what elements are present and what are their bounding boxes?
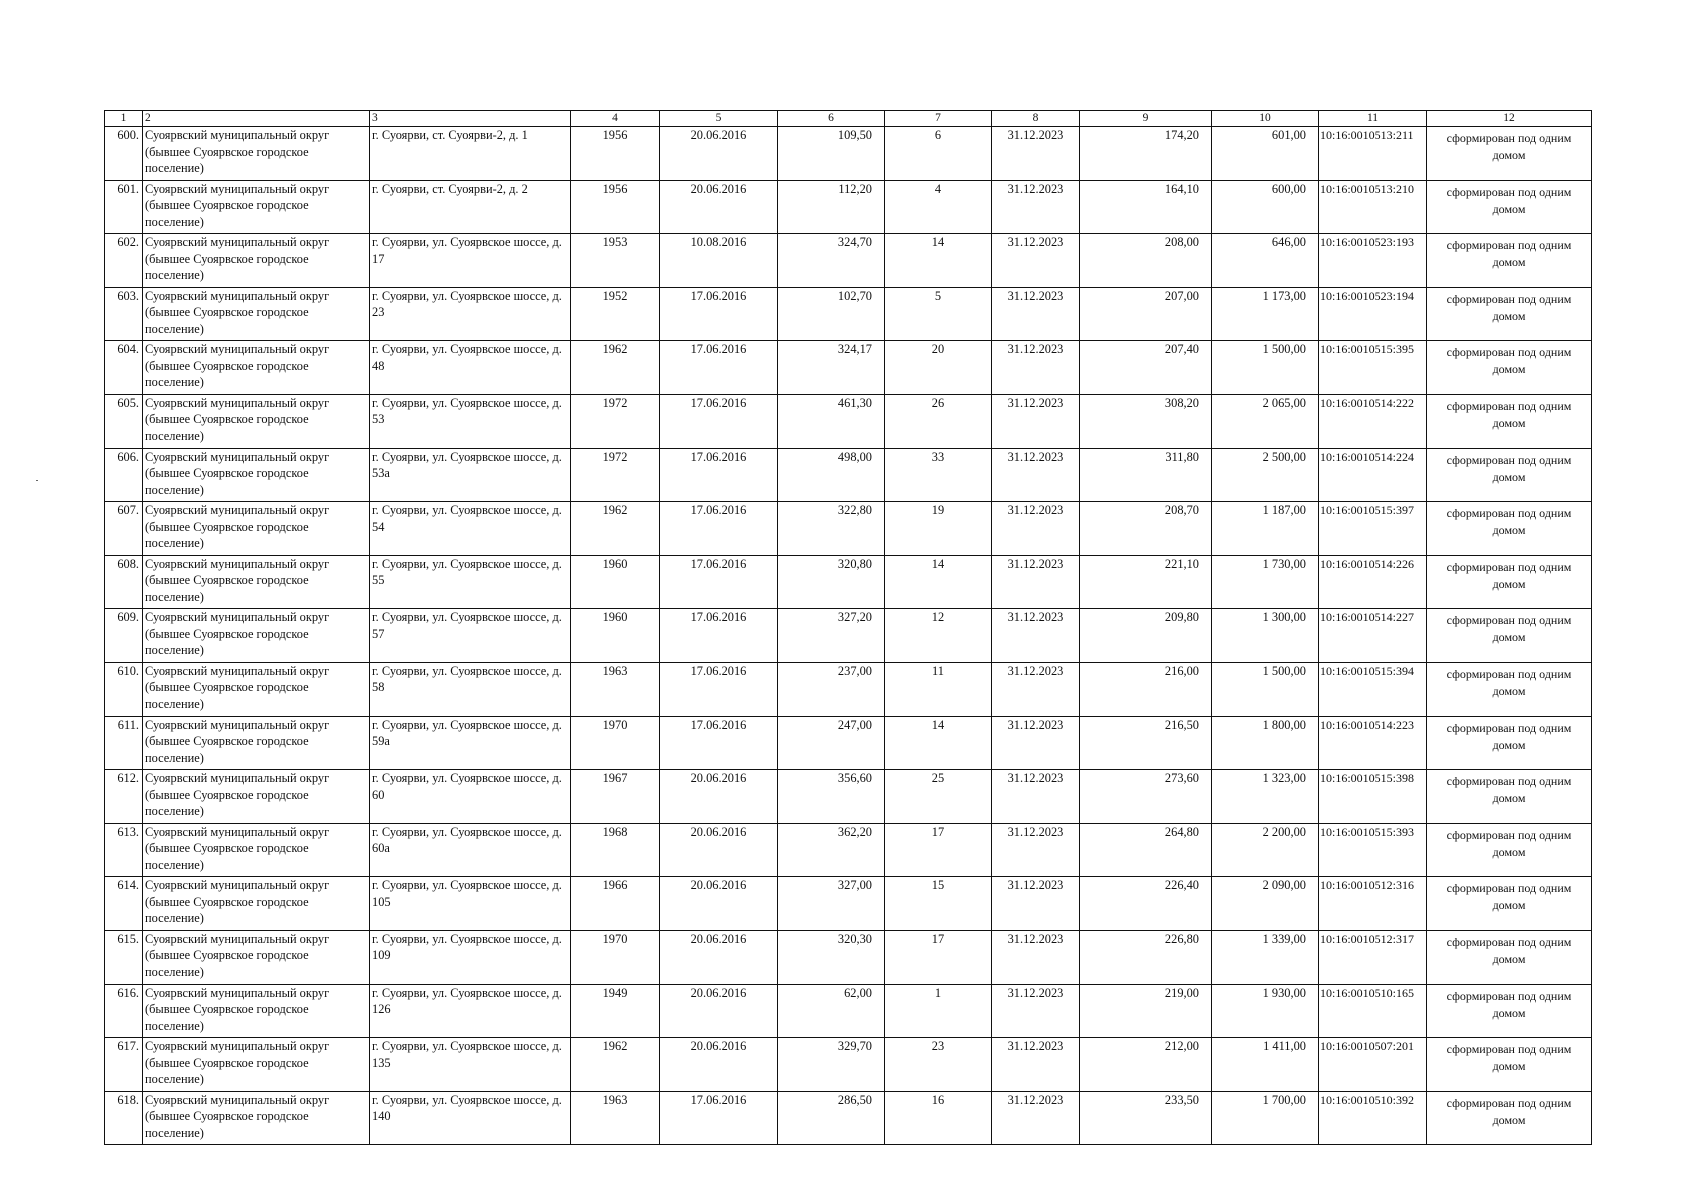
municipality-cell: Суоярвский муниципальный округ (бывшее Суоярвское городское поселение) — [143, 930, 370, 984]
build-year-cell: 1962 — [571, 341, 660, 395]
table-row — [105, 877, 1592, 931]
cadastral-number-cell: 10:16:0010510:165 — [1319, 984, 1427, 1038]
address-cell: г. Суоярви, ул. Суоярвское шоссе, д. 60 — [370, 770, 571, 824]
table-row — [105, 341, 1592, 395]
deadline-cell: 31.12.2023 — [992, 609, 1080, 663]
count-cell: 17 — [885, 823, 992, 877]
status-cell: сформирован под одним домом — [1427, 984, 1592, 1038]
area-cell: 322,80 — [778, 502, 885, 556]
status-cell: сформирован под одним домом — [1427, 1091, 1592, 1145]
count-cell: 4 — [885, 180, 992, 234]
build-year-cell: 1962 — [571, 1038, 660, 1092]
build-year-cell: 1963 — [571, 1091, 660, 1145]
build-year-cell: 1960 — [571, 555, 660, 609]
cadastral-number-cell: 10:16:0010515:398 — [1319, 770, 1427, 824]
housing-register-table — [104, 110, 1592, 1145]
area-cell: 324,17 — [778, 341, 885, 395]
amount-cell: 2 065,00 — [1212, 394, 1319, 448]
status-cell: сформирован под одним домом — [1427, 930, 1592, 984]
row-number-cell: 606. — [105, 448, 143, 502]
date-cell: 17.06.2016 — [660, 341, 778, 395]
build-year-cell: 1972 — [571, 448, 660, 502]
build-year-cell: 1949 — [571, 984, 660, 1038]
deadline-cell: 31.12.2023 — [992, 394, 1080, 448]
status-cell: сформирован под одним домом — [1427, 555, 1592, 609]
date-cell: 17.06.2016 — [660, 609, 778, 663]
build-year-cell: 1967 — [571, 770, 660, 824]
area-cell: 320,30 — [778, 930, 885, 984]
address-cell: г. Суоярви, ул. Суоярвское шоссе, д. 60а — [370, 823, 571, 877]
date-cell: 20.06.2016 — [660, 180, 778, 234]
cadastral-number-cell: 10:16:0010514:226 — [1319, 555, 1427, 609]
area-cell: 327,00 — [778, 877, 885, 931]
table-row — [105, 287, 1592, 341]
municipality-cell: Суоярвский муниципальный округ (бывшее Суоярвское городское поселение) — [143, 234, 370, 288]
municipality-cell: Суоярвский муниципальный округ (бывшее Суоярвское городское поселение) — [143, 1038, 370, 1092]
column-number-6: 6 — [778, 111, 885, 127]
build-year-cell: 1956 — [571, 127, 660, 181]
municipality-cell: Суоярвский муниципальный округ (бывшее Суоярвское городское поселение) — [143, 609, 370, 663]
row-number-cell: 601. — [105, 180, 143, 234]
count-cell: 17 — [885, 930, 992, 984]
deadline-cell: 31.12.2023 — [992, 180, 1080, 234]
count-cell: 14 — [885, 555, 992, 609]
row-number-cell: 603. — [105, 287, 143, 341]
count-cell: 20 — [885, 341, 992, 395]
column-number-5: 5 — [660, 111, 778, 127]
cadastral-number-cell: 10:16:0010514:223 — [1319, 716, 1427, 770]
column-number-2: 2 — [143, 111, 370, 127]
cadastral-number-cell: 10:16:0010514:224 — [1319, 448, 1427, 502]
count-cell: 14 — [885, 716, 992, 770]
deadline-cell: 31.12.2023 — [992, 662, 1080, 716]
area-cell: 324,70 — [778, 234, 885, 288]
build-year-cell: 1956 — [571, 180, 660, 234]
status-cell: сформирован под одним домом — [1427, 770, 1592, 824]
amount-cell: 1 300,00 — [1212, 609, 1319, 663]
table-row — [105, 555, 1592, 609]
table-row — [105, 127, 1592, 181]
table-row — [105, 984, 1592, 1038]
build-year-cell: 1972 — [571, 394, 660, 448]
status-cell: сформирован под одним домом — [1427, 502, 1592, 556]
municipality-cell: Суоярвский муниципальный округ (бывшее Суоярвское городское поселение) — [143, 180, 370, 234]
address-cell: г. Суоярви, ул. Суоярвское шоссе, д. 109 — [370, 930, 571, 984]
address-cell: г. Суоярви, ул. Суоярвское шоссе, д. 23 — [370, 287, 571, 341]
area-cell: 461,30 — [778, 394, 885, 448]
build-year-cell: 1960 — [571, 609, 660, 663]
area-cell: 286,50 — [778, 1091, 885, 1145]
value-cell: 308,20 — [1080, 394, 1212, 448]
address-cell: г. Суоярви, ул. Суоярвское шоссе, д. 59а — [370, 716, 571, 770]
table-row — [105, 1038, 1592, 1092]
area-cell: 327,20 — [778, 609, 885, 663]
row-number-cell: 600. — [105, 127, 143, 181]
area-cell: 237,00 — [778, 662, 885, 716]
deadline-cell: 31.12.2023 — [992, 770, 1080, 824]
cadastral-number-cell: 10:16:0010512:316 — [1319, 877, 1427, 931]
cadastral-number-cell: 10:16:0010514:227 — [1319, 609, 1427, 663]
value-cell: 216,00 — [1080, 662, 1212, 716]
area-cell: 356,60 — [778, 770, 885, 824]
municipality-cell: Суоярвский муниципальный округ (бывшее Суоярвское городское поселение) — [143, 394, 370, 448]
deadline-cell: 31.12.2023 — [992, 127, 1080, 181]
value-cell: 208,70 — [1080, 502, 1212, 556]
date-cell: 17.06.2016 — [660, 555, 778, 609]
count-cell: 6 — [885, 127, 992, 181]
table-row — [105, 180, 1592, 234]
address-cell: г. Суоярви, ул. Суоярвское шоссе, д. 105 — [370, 877, 571, 931]
address-cell: г. Суоярви, ст. Суоярви-2, д. 2 — [370, 180, 571, 234]
table-row — [105, 823, 1592, 877]
value-cell: 216,50 — [1080, 716, 1212, 770]
cadastral-number-cell: 10:16:0010515:394 — [1319, 662, 1427, 716]
date-cell: 17.06.2016 — [660, 448, 778, 502]
amount-cell: 646,00 — [1212, 234, 1319, 288]
row-number-cell: 614. — [105, 877, 143, 931]
municipality-cell: Суоярвский муниципальный округ (бывшее Суоярвское городское поселение) — [143, 984, 370, 1038]
value-cell: 219,00 — [1080, 984, 1212, 1038]
date-cell: 20.06.2016 — [660, 877, 778, 931]
municipality-cell: Суоярвский муниципальный округ (бывшее Суоярвское городское поселение) — [143, 341, 370, 395]
address-cell: г. Суоярви, ул. Суоярвское шоссе, д. 54 — [370, 502, 571, 556]
row-number-cell: 609. — [105, 609, 143, 663]
municipality-cell: Суоярвский муниципальный округ (бывшее Суоярвское городское поселение) — [143, 448, 370, 502]
deadline-cell: 31.12.2023 — [992, 448, 1080, 502]
value-cell: 264,80 — [1080, 823, 1212, 877]
amount-cell: 1 930,00 — [1212, 984, 1319, 1038]
row-number-cell: 617. — [105, 1038, 143, 1092]
status-cell: сформирован под одним домом — [1427, 341, 1592, 395]
count-cell: 33 — [885, 448, 992, 502]
row-number-cell: 612. — [105, 770, 143, 824]
cadastral-number-cell: 10:16:0010513:210 — [1319, 180, 1427, 234]
municipality-cell: Суоярвский муниципальный округ (бывшее Суоярвское городское поселение) — [143, 1091, 370, 1145]
build-year-cell: 1963 — [571, 662, 660, 716]
amount-cell: 1 173,00 — [1212, 287, 1319, 341]
table-row — [105, 1091, 1592, 1145]
amount-cell: 1 323,00 — [1212, 770, 1319, 824]
count-cell: 5 — [885, 287, 992, 341]
value-cell: 226,80 — [1080, 930, 1212, 984]
deadline-cell: 31.12.2023 — [992, 502, 1080, 556]
table-body — [105, 111, 1592, 1145]
address-cell: г. Суоярви, ул. Суоярвское шоссе, д. 55 — [370, 555, 571, 609]
amount-cell: 2 500,00 — [1212, 448, 1319, 502]
amount-cell: 2 200,00 — [1212, 823, 1319, 877]
deadline-cell: 31.12.2023 — [992, 877, 1080, 931]
value-cell: 233,50 — [1080, 1091, 1212, 1145]
build-year-cell: 1962 — [571, 502, 660, 556]
date-cell: 17.06.2016 — [660, 287, 778, 341]
date-cell: 20.06.2016 — [660, 127, 778, 181]
area-cell: 329,70 — [778, 1038, 885, 1092]
scan-speck — [36, 480, 38, 481]
column-number-1: 1 — [105, 111, 143, 127]
row-number-cell: 607. — [105, 502, 143, 556]
count-cell: 23 — [885, 1038, 992, 1092]
municipality-cell: Суоярвский муниципальный округ (бывшее Суоярвское городское поселение) — [143, 502, 370, 556]
table-row — [105, 234, 1592, 288]
cadastral-number-cell: 10:16:0010523:194 — [1319, 287, 1427, 341]
cadastral-number-cell: 10:16:0010523:193 — [1319, 234, 1427, 288]
municipality-cell: Суоярвский муниципальный округ (бывшее Суоярвское городское поселение) — [143, 770, 370, 824]
cadastral-number-cell: 10:16:0010515:397 — [1319, 502, 1427, 556]
value-cell: 226,40 — [1080, 877, 1212, 931]
status-cell: сформирован под одним домом — [1427, 448, 1592, 502]
deadline-cell: 31.12.2023 — [992, 930, 1080, 984]
deadline-cell: 31.12.2023 — [992, 984, 1080, 1038]
cadastral-number-cell: 10:16:0010513:211 — [1319, 127, 1427, 181]
column-number-10: 10 — [1212, 111, 1319, 127]
count-cell: 1 — [885, 984, 992, 1038]
count-cell: 12 — [885, 609, 992, 663]
deadline-cell: 31.12.2023 — [992, 1038, 1080, 1092]
cadastral-number-cell: 10:16:0010514:222 — [1319, 394, 1427, 448]
area-cell: 62,00 — [778, 984, 885, 1038]
cadastral-number-cell: 10:16:0010510:392 — [1319, 1091, 1427, 1145]
value-cell: 221,10 — [1080, 555, 1212, 609]
build-year-cell: 1966 — [571, 877, 660, 931]
date-cell: 17.06.2016 — [660, 502, 778, 556]
area-cell: 109,50 — [778, 127, 885, 181]
amount-cell: 1 500,00 — [1212, 662, 1319, 716]
deadline-cell: 31.12.2023 — [992, 234, 1080, 288]
status-cell: сформирован под одним домом — [1427, 287, 1592, 341]
status-cell: сформирован под одним домом — [1427, 823, 1592, 877]
address-cell: г. Суоярви, ул. Суоярвское шоссе, д. 17 — [370, 234, 571, 288]
address-cell: г. Суоярви, ул. Суоярвское шоссе, д. 135 — [370, 1038, 571, 1092]
column-number-11: 11 — [1319, 111, 1427, 127]
count-cell: 15 — [885, 877, 992, 931]
address-cell: г. Суоярви, ул. Суоярвское шоссе, д. 57 — [370, 609, 571, 663]
row-number-cell: 611. — [105, 716, 143, 770]
value-cell: 209,80 — [1080, 609, 1212, 663]
count-cell: 25 — [885, 770, 992, 824]
deadline-cell: 31.12.2023 — [992, 716, 1080, 770]
table-row — [105, 394, 1592, 448]
cadastral-number-cell: 10:16:0010515:395 — [1319, 341, 1427, 395]
count-cell: 26 — [885, 394, 992, 448]
column-number-9: 9 — [1080, 111, 1212, 127]
table-row — [105, 448, 1592, 502]
area-cell: 247,00 — [778, 716, 885, 770]
municipality-cell: Суоярвский муниципальный округ (бывшее Суоярвское городское поселение) — [143, 877, 370, 931]
status-cell: сформирован под одним домом — [1427, 716, 1592, 770]
table-row — [105, 770, 1592, 824]
value-cell: 311,80 — [1080, 448, 1212, 502]
deadline-cell: 31.12.2023 — [992, 287, 1080, 341]
count-cell: 19 — [885, 502, 992, 556]
row-number-cell: 608. — [105, 555, 143, 609]
value-cell: 212,00 — [1080, 1038, 1212, 1092]
column-number-12: 12 — [1427, 111, 1592, 127]
status-cell: сформирован под одним домом — [1427, 180, 1592, 234]
amount-cell: 601,00 — [1212, 127, 1319, 181]
amount-cell: 2 090,00 — [1212, 877, 1319, 931]
date-cell: 17.06.2016 — [660, 394, 778, 448]
column-number-8: 8 — [992, 111, 1080, 127]
amount-cell: 1 700,00 — [1212, 1091, 1319, 1145]
area-cell: 112,20 — [778, 180, 885, 234]
table-row — [105, 930, 1592, 984]
date-cell: 10.08.2016 — [660, 234, 778, 288]
municipality-cell: Суоярвский муниципальный округ (бывшее Суоярвское городское поселение) — [143, 127, 370, 181]
row-number-cell: 616. — [105, 984, 143, 1038]
amount-cell: 1 339,00 — [1212, 930, 1319, 984]
deadline-cell: 31.12.2023 — [992, 555, 1080, 609]
date-cell: 20.06.2016 — [660, 770, 778, 824]
date-cell: 17.06.2016 — [660, 662, 778, 716]
table-row — [105, 662, 1592, 716]
amount-cell: 600,00 — [1212, 180, 1319, 234]
row-number-cell: 613. — [105, 823, 143, 877]
area-cell: 498,00 — [778, 448, 885, 502]
area-cell: 102,70 — [778, 287, 885, 341]
address-cell: г. Суоярви, ул. Суоярвское шоссе, д. 126 — [370, 984, 571, 1038]
amount-cell: 1 730,00 — [1212, 555, 1319, 609]
date-cell: 20.06.2016 — [660, 984, 778, 1038]
amount-cell: 1 187,00 — [1212, 502, 1319, 556]
municipality-cell: Суоярвский муниципальный округ (бывшее Суоярвское городское поселение) — [143, 662, 370, 716]
build-year-cell: 1970 — [571, 930, 660, 984]
area-cell: 362,20 — [778, 823, 885, 877]
table-row — [105, 502, 1592, 556]
status-cell: сформирован под одним домом — [1427, 127, 1592, 181]
row-number-cell: 610. — [105, 662, 143, 716]
address-cell: г. Суоярви, ул. Суоярвское шоссе, д. 58 — [370, 662, 571, 716]
date-cell: 17.06.2016 — [660, 1091, 778, 1145]
area-cell: 320,80 — [778, 555, 885, 609]
count-cell: 11 — [885, 662, 992, 716]
status-cell: сформирован под одним домом — [1427, 394, 1592, 448]
count-cell: 16 — [885, 1091, 992, 1145]
municipality-cell: Суоярвский муниципальный округ (бывшее Суоярвское городское поселение) — [143, 823, 370, 877]
status-cell: сформирован под одним домом — [1427, 609, 1592, 663]
date-cell: 20.06.2016 — [660, 930, 778, 984]
status-cell: сформирован под одним домом — [1427, 877, 1592, 931]
deadline-cell: 31.12.2023 — [992, 823, 1080, 877]
column-number-3: 3 — [370, 111, 571, 127]
value-cell: 207,00 — [1080, 287, 1212, 341]
count-cell: 14 — [885, 234, 992, 288]
amount-cell: 1 411,00 — [1212, 1038, 1319, 1092]
row-number-cell: 602. — [105, 234, 143, 288]
date-cell: 20.06.2016 — [660, 1038, 778, 1092]
cadastral-number-cell: 10:16:0010512:317 — [1319, 930, 1427, 984]
address-cell: г. Суоярви, ул. Суоярвское шоссе, д. 53 — [370, 394, 571, 448]
value-cell: 174,20 — [1080, 127, 1212, 181]
address-cell: г. Суоярви, ст. Суоярви-2, д. 1 — [370, 127, 571, 181]
status-cell: сформирован под одним домом — [1427, 1038, 1592, 1092]
amount-cell: 1 500,00 — [1212, 341, 1319, 395]
cadastral-number-cell: 10:16:0010515:393 — [1319, 823, 1427, 877]
build-year-cell: 1970 — [571, 716, 660, 770]
build-year-cell: 1953 — [571, 234, 660, 288]
build-year-cell: 1968 — [571, 823, 660, 877]
value-cell: 164,10 — [1080, 180, 1212, 234]
table-row — [105, 609, 1592, 663]
row-number-cell: 604. — [105, 341, 143, 395]
column-number-row — [105, 111, 1592, 127]
municipality-cell: Суоярвский муниципальный округ (бывшее Суоярвское городское поселение) — [143, 287, 370, 341]
cadastral-number-cell: 10:16:0010507:201 — [1319, 1038, 1427, 1092]
municipality-cell: Суоярвский муниципальный округ (бывшее Суоярвское городское поселение) — [143, 555, 370, 609]
status-cell: сформирован под одним домом — [1427, 662, 1592, 716]
table-row — [105, 716, 1592, 770]
address-cell: г. Суоярви, ул. Суоярвское шоссе, д. 140 — [370, 1091, 571, 1145]
value-cell: 207,40 — [1080, 341, 1212, 395]
address-cell: г. Суоярви, ул. Суоярвское шоссе, д. 48 — [370, 341, 571, 395]
deadline-cell: 31.12.2023 — [992, 1091, 1080, 1145]
row-number-cell: 615. — [105, 930, 143, 984]
row-number-cell: 618. — [105, 1091, 143, 1145]
status-cell: сформирован под одним домом — [1427, 234, 1592, 288]
build-year-cell: 1952 — [571, 287, 660, 341]
municipality-cell: Суоярвский муниципальный округ (бывшее Суоярвское городское поселение) — [143, 716, 370, 770]
date-cell: 17.06.2016 — [660, 716, 778, 770]
date-cell: 20.06.2016 — [660, 823, 778, 877]
address-cell: г. Суоярви, ул. Суоярвское шоссе, д. 53а — [370, 448, 571, 502]
deadline-cell: 31.12.2023 — [992, 341, 1080, 395]
column-number-4: 4 — [571, 111, 660, 127]
value-cell: 208,00 — [1080, 234, 1212, 288]
column-number-7: 7 — [885, 111, 992, 127]
value-cell: 273,60 — [1080, 770, 1212, 824]
amount-cell: 1 800,00 — [1212, 716, 1319, 770]
row-number-cell: 605. — [105, 394, 143, 448]
